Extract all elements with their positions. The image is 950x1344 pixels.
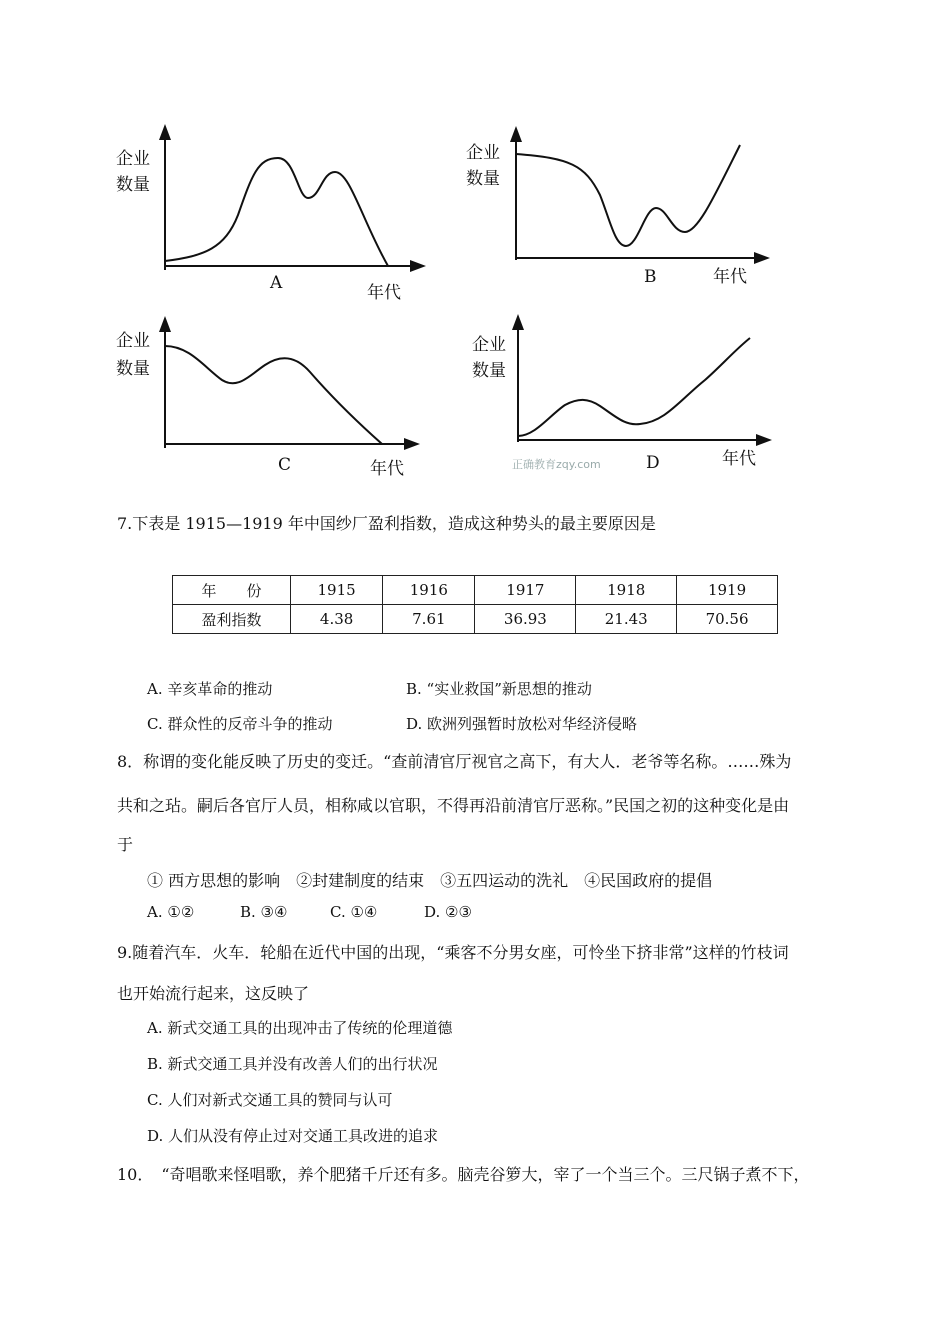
graph-a-ylabel-1: 企业 [116, 149, 150, 169]
q8-line-3: 于 [117, 835, 134, 854]
q9-line-1: 9.随着汽车．火车．轮船在近代中国的出现，“乘客不分男女座，可怜坐下挤非常”这样的竹枝词 [117, 943, 789, 962]
q9-option-a[interactable]: A. 新式交通工具的出现冲击了传统的伦理道德 [147, 1019, 453, 1037]
table-cell: 4.38 [291, 605, 383, 634]
graph-d-letter: D [646, 453, 660, 473]
watermark: 正确教育zqy.com [512, 458, 601, 471]
graph-c-xlabel: 年代 [370, 459, 404, 479]
graph-b-letter: B [644, 267, 657, 287]
q8-items: ① 西方思想的影响 ②封建制度的结束 ③五四运动的洗礼 ④民国政府的提倡 [147, 871, 713, 890]
q7-stem: 7.下表是 1915—1919 年中国纱厂盈利指数，造成这种势头的最主要原因是 [117, 514, 656, 533]
q8-line-2: 共和之玷。嗣后各官厅人员，相称咸以官职，不得再沿前清官厅恶称。”民国之初的这种变化是由 [117, 796, 790, 815]
q8-option-d[interactable]: D. ②③ [424, 903, 472, 921]
q7-option-c[interactable]: C. 群众性的反帝斗争的推动 [147, 715, 333, 733]
q7-table [172, 575, 778, 634]
table-cell: 36.93 [475, 605, 576, 634]
q9-option-b[interactable]: B. 新式交通工具并没有改善人们的出行状况 [147, 1055, 438, 1073]
graph-a-letter: A [270, 273, 283, 293]
graph-c-x-arrow [404, 438, 420, 450]
table-cell: 1917 [475, 576, 576, 605]
table-row [173, 576, 778, 605]
table-header-year: 年 份 [173, 576, 291, 605]
q9-option-c[interactable]: C. 人们对新式交通工具的赞同与认可 [147, 1091, 393, 1109]
graph-b-y-arrow [510, 126, 522, 142]
table-cell: 21.43 [576, 605, 677, 634]
graph-c [110, 310, 440, 490]
q8-option-b[interactable]: B. ③④ [240, 903, 288, 921]
q10-line-1: 10． “奇唱歌来怪唱歌，养个肥猪千斤还有多。脑壳谷箩大，宰了一个当三个。三尺锅子煮不下， [117, 1165, 810, 1184]
graph-d-curve [518, 338, 750, 436]
graph-b-ylabel-2: 数量 [466, 169, 500, 189]
graph-c-y-arrow [159, 316, 171, 332]
table-header-index: 盈利指数 [173, 605, 291, 634]
q7-option-a[interactable]: A. 辛亥革命的推动 [147, 680, 273, 698]
graph-d-xlabel: 年代 [722, 449, 756, 469]
graph-b-x-arrow [754, 252, 770, 264]
graph-a [110, 120, 440, 303]
table-cell: 1915 [291, 576, 383, 605]
graph-c-ylabel-1: 企业 [116, 331, 150, 351]
table-cell: 1919 [677, 576, 778, 605]
graph-a-xlabel: 年代 [367, 283, 401, 303]
graph-d-y-arrow [512, 314, 524, 330]
graph-d-x-arrow [756, 434, 772, 446]
graph-a-ylabel-2: 数量 [116, 175, 150, 195]
graph-d [460, 310, 790, 490]
graph-c-ylabel-2: 数量 [116, 359, 150, 379]
graph-b-xlabel: 年代 [713, 267, 747, 287]
table-cell: 1918 [576, 576, 677, 605]
graph-b-curve [516, 145, 740, 246]
table-row [173, 605, 778, 634]
graph-a-curve [165, 158, 388, 266]
graph-a-x-arrow [410, 260, 426, 272]
q7-option-d[interactable]: D. 欧洲列强暂时放松对华经济侵略 [406, 715, 638, 733]
table-cell: 1916 [383, 576, 475, 605]
graph-d-ylabel-1: 企业 [472, 335, 506, 355]
table-cell: 7.61 [383, 605, 475, 634]
q9-line-2: 也开始流行起来，这反映了 [117, 984, 310, 1003]
graph-c-letter: C [278, 455, 292, 475]
graph-d-ylabel-2: 数量 [472, 361, 506, 381]
graph-b-ylabel-1: 企业 [466, 143, 500, 163]
q8-option-a[interactable]: A. ①② [147, 903, 195, 921]
table-cell: 70.56 [677, 605, 778, 634]
q8-option-c[interactable]: C. ①④ [330, 903, 378, 921]
q9-option-d[interactable]: D. 人们从没有停止过对交通工具改进的追求 [147, 1127, 439, 1145]
graph-b [460, 120, 790, 300]
graph-c-curve [165, 346, 382, 444]
q8-line-1: 8．称谓的变化能反映了历史的变迁。“查前清官厅视官之高下，有大人．老爷等名称。……殊为 [117, 752, 792, 771]
q7-option-b[interactable]: B. “实业救国”新思想的推动 [406, 680, 592, 698]
graph-a-y-arrow [159, 124, 171, 140]
